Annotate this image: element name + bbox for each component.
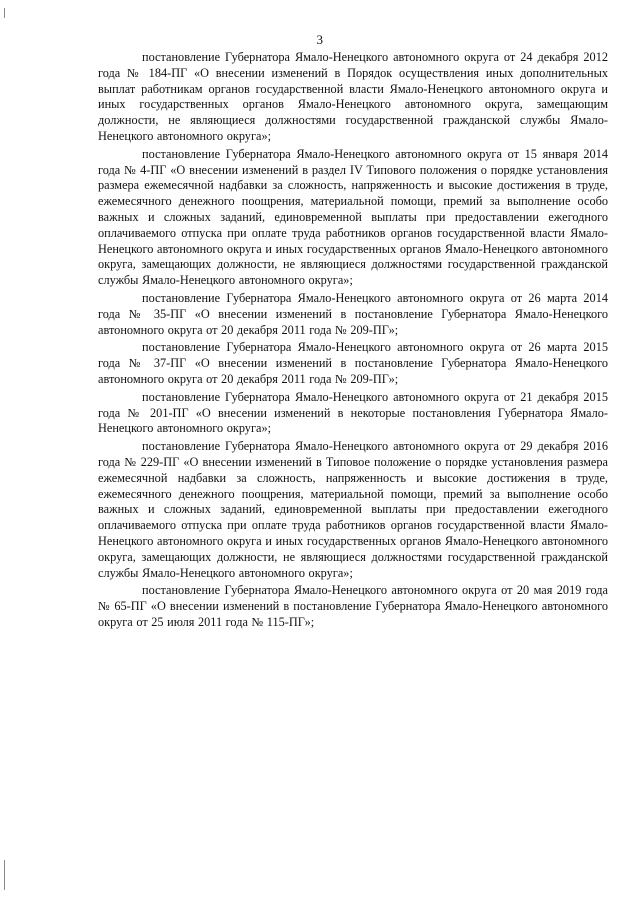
paragraph: постановление Губернатора Ямало-Ненецкого автономного округа от 26 марта 2014 года № 35-ПГ «О внесении изменений в постановление Губернатора Ямало-Ненецкого автономного округа от 20 декабря 2011 года № 209-ПГ»; bbox=[98, 290, 608, 337]
page-number: 3 bbox=[316, 32, 324, 47]
scan-edge-mark bbox=[4, 8, 5, 18]
paragraph: постановление Губернатора Ямало-Ненецкого автономного округа от 29 декабря 2016 года № 229-ПГ «О внесении изменений в Типовое положение о порядке установления размера ежемесячной надбавки за сложность, напряженность и высокие достижения в труде, ежемесячного денежного поощрения, материальной помощи, премий за выполнение особо важных и сложных заданий, единовременной выплаты при предоставлении ежегодного оплачиваемого отпуска при оплате труда работников органов государственной власти Ямало-Ненецкого автономного округа и иных государственных органов Ямало-Ненецкого автономного округа, замещающих должности, не являющиеся должностями государственной гражданской службы Ямало-Ненецкого автономного округа»; bbox=[98, 439, 608, 580]
paragraph: постановление Губернатора Ямало-Ненецкого автономного округа от 24 декабря 2012 года № 184-ПГ «О внесении изменений в Порядок осуществления иных дополнительных выплат работникам органов государственной власти Ямало-Ненецкого автономного округа и иных государственных органов Ямало-Ненецкого автономного округа, замещающим должности, не являющиеся должностями государственной гражданской службы Ямало-Ненецкого автономного округа»; bbox=[98, 50, 608, 143]
paragraph: постановление Губернатора Ямало-Ненецкого автономного округа от 15 января 2014 года № 4-ПГ «О внесении изменений в раздел IV Типового положения о порядке установления размера ежемесячной надбавки за сложность, напряженность и высокие достижения в труде, ежемесячного денежного поощрения, материальной помощи, премий за выполнение особо важных и сложных заданий, единовременной выплаты при предоставлении ежегодного оплачиваемого отпуска при оплате труда работников органов государственной власти Ямало-Ненецкого автономного округа и иных государственных органов Ямало-Ненецкого автономного округа, замещающих должности, не являющиеся должностями государственной гражданской службы Ямало-Ненецкого автономного округа»; bbox=[98, 146, 608, 288]
scan-edge-mark bbox=[4, 860, 5, 890]
document-body bbox=[98, 50, 608, 631]
paragraph: постановление Губернатора Ямало-Ненецкого автономного округа от 21 декабря 2015 года № 201-ПГ «О внесении изменений в некоторые постановления Губернатора Ямало-Ненецкого автономного округа»; bbox=[98, 389, 608, 436]
paragraph: постановление Губернатора Ямало-Ненецкого автономного округа от 20 мая 2019 года № 65-ПГ «О внесении изменений в постановление Губернатора Ямало-Ненецкого автономного округа от 25 июля 2011 года № 115-ПГ»; bbox=[98, 583, 608, 629]
paragraph: постановление Губернатора Ямало-Ненецкого автономного округа от 26 марта 2015 года № 37-ПГ «О внесении изменений в постановление Губернатора Ямало-Ненецкого автономного округа от 20 декабря 2011 года № 209-ПГ»; bbox=[98, 340, 608, 386]
